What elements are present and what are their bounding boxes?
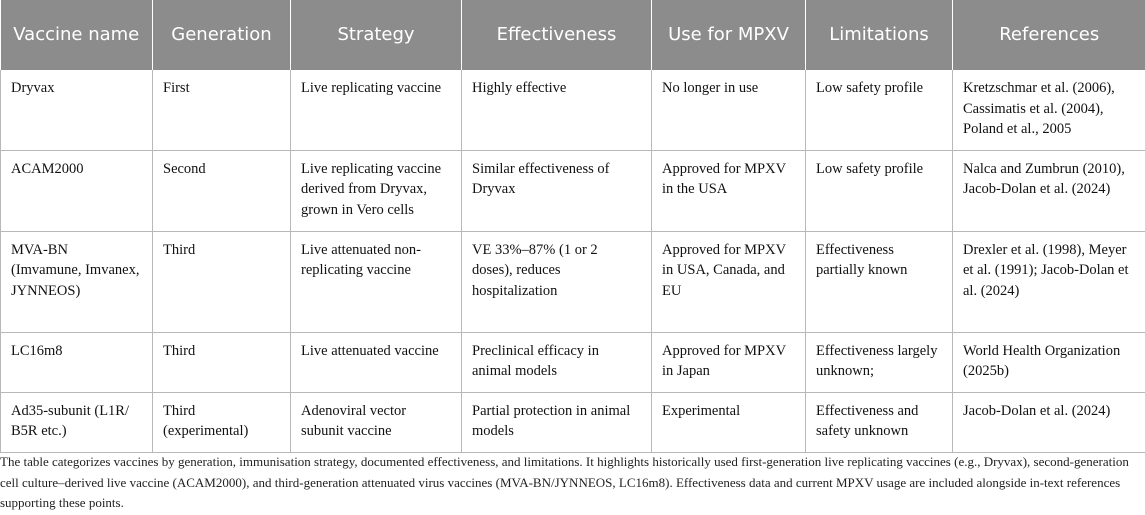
header-generation: Generation — [153, 0, 291, 70]
header-strategy: Strategy — [291, 0, 462, 70]
cell-generation: Third — [153, 332, 291, 392]
cell-strategy: Live attenuated vaccine — [291, 332, 462, 392]
cell-strategy: Live replicating vaccine — [291, 70, 462, 150]
cell-vaccine-name: LC16m8 — [1, 332, 153, 392]
cell-effectiveness: Similar effectiveness of Dryvax — [462, 150, 652, 231]
cell-strategy: Adenoviral vector subunit vaccine — [291, 392, 462, 452]
cell-limitations: Effectiveness largely unknown; — [806, 332, 953, 392]
cell-effectiveness: Highly effective — [462, 70, 652, 150]
cell-vaccine-name: MVA-BN (Imvamune, Imvanex, JYNNEOS) — [1, 231, 153, 332]
header-use-for-mpxv: Use for MPXV — [652, 0, 806, 70]
header-effectiveness: Effectiveness — [462, 0, 652, 70]
cell-strategy: Live attenuated non-replicating vaccine — [291, 231, 462, 332]
cell-effectiveness: VE 33%–87% (1 or 2 doses), reduces hospitalization — [462, 231, 652, 332]
header-limitations: Limitations — [806, 0, 953, 70]
table-header-row — [1, 0, 1145, 70]
table-row — [1, 231, 1145, 332]
table-row — [1, 392, 1145, 452]
header-references: References — [953, 0, 1145, 70]
table-row — [1, 70, 1145, 150]
cell-vaccine-name: Dryvax — [1, 70, 153, 150]
cell-use-for-mpxv: Approved for MPXV in USA, Canada, and EU — [652, 231, 806, 332]
table-row — [1, 332, 1145, 392]
cell-use-for-mpxv: Experimental — [652, 392, 806, 452]
cell-generation: Second — [153, 150, 291, 231]
cell-use-for-mpxv: No longer in use — [652, 70, 806, 150]
cell-generation: Third — [153, 231, 291, 332]
cell-generation: First — [153, 70, 291, 150]
cell-effectiveness: Partial protection in animal models — [462, 392, 652, 452]
cell-vaccine-name: ACAM2000 — [1, 150, 153, 231]
cell-effectiveness: Preclinical efficacy in animal models — [462, 332, 652, 392]
header-vaccine-name: Vaccine name — [1, 0, 153, 70]
cell-use-for-mpxv: Approved for MPXV in Japan — [652, 332, 806, 392]
cell-references: Kretzschmar et al. (2006), Cassimatis et al. (2004), Poland et al., 2005 — [953, 70, 1145, 150]
cell-references: Drexler et al. (1998), Meyer et al. (1991); Jacob-Dolan et al. (2024) — [953, 231, 1145, 332]
cell-generation: Third (experimental) — [153, 392, 291, 452]
table-row — [1, 150, 1145, 231]
cell-limitations: Effectiveness and safety unknown — [806, 392, 953, 452]
cell-limitations: Low safety profile — [806, 150, 953, 231]
cell-references: Jacob-Dolan et al. (2024) — [953, 392, 1145, 452]
cell-limitations: Effectiveness partially known — [806, 231, 953, 332]
cell-references: World Health Organization (2025b) — [953, 332, 1145, 392]
cell-limitations: Low safety profile — [806, 70, 953, 150]
cell-references: Nalca and Zumbrun (2010), Jacob-Dolan et al. (2024) — [953, 150, 1145, 231]
cell-vaccine-name: Ad35-subunit (L1R/ B5R etc.) — [1, 392, 153, 452]
cell-strategy: Live replicating vaccine derived from Dryvax, grown in Vero cells — [291, 150, 462, 231]
table-footnote: The table categorizes vaccines by generation, immunisation strategy, documented effectiveness, and limitations. It highlights historically used first-generation live replicating vaccines (e.g., Dryvax), second-generation cell culture–derived live vaccine (ACAM2000), and third-generation attenuated virus vaccines (MVA-BN/JYNNEOS, LC16m8). Effectiveness data and current MPXV usage are included alongside in-text references supporting these points. — [0, 454, 1129, 510]
cell-use-for-mpxv: Approved for MPXV in the USA — [652, 150, 806, 231]
